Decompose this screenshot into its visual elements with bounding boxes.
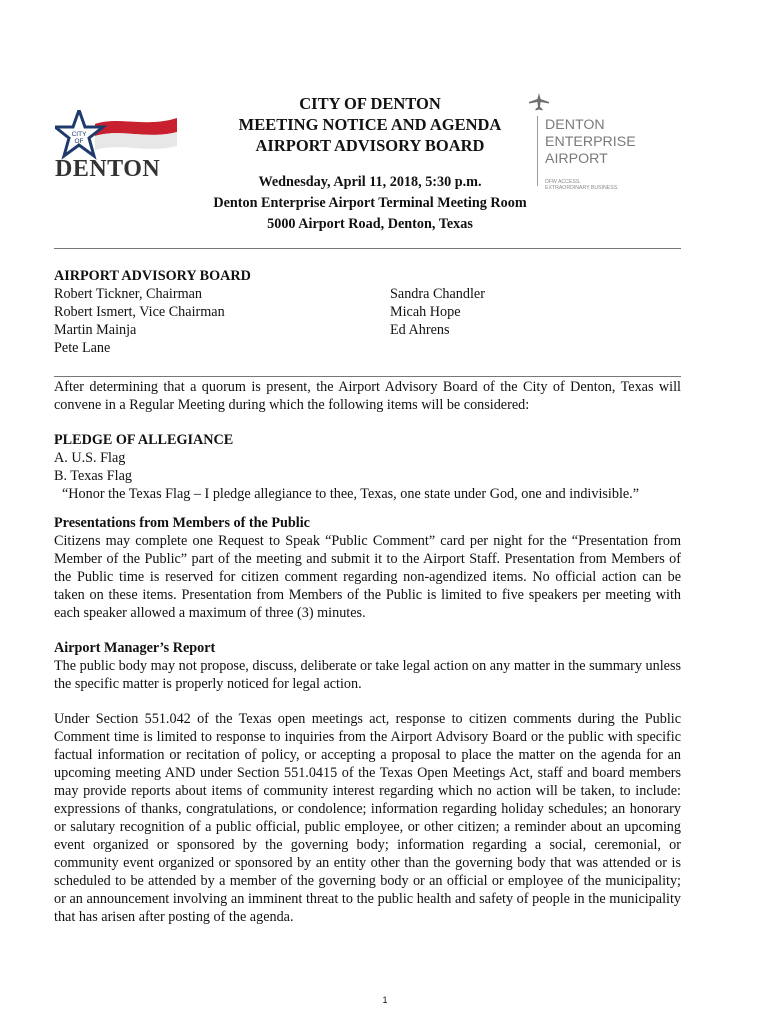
- tagline-line-1: DFW ACCESS.: [545, 179, 581, 185]
- document-title: [200, 93, 540, 156]
- title-line-board: AIRPORT ADVISORY BOARD: [255, 136, 485, 155]
- board-right-column: [390, 285, 485, 339]
- manager-text: The public body may not propose, discuss, deliberate or take legal action on any matter in the summary unless the specific matter is properly noticed for legal action.: [54, 658, 681, 692]
- pledge-heading: PLEDGE OF ALLEGIANCE: [54, 432, 234, 448]
- member-left-2: Robert Ismert, Vice Chairman: [54, 304, 225, 320]
- title-line-meeting: MEETING NOTICE AND AGENDA: [238, 115, 502, 134]
- airplane-icon: [529, 93, 549, 111]
- page-number: 1: [382, 995, 388, 1005]
- airport-line-2: ENTERPRISE: [545, 134, 636, 150]
- board-divider: [54, 376, 681, 377]
- airport-wordmark: [545, 117, 636, 168]
- of-small-label: OF: [74, 138, 84, 145]
- pledge-item-a: A. U.S. Flag: [54, 450, 126, 466]
- meeting-info: [185, 172, 555, 235]
- tagline-line-2: EXTRAORDINARY BUSINESS.: [545, 185, 619, 191]
- presentations-text: Citizens may complete one Request to Speak “Public Comment” card per night for the “Presentation from Member of the Public” part of the meeting and submit it to the Airport Staff. Presentation from Members of the Public time is reserved for citizen comment regarding non-agendized items. No official action can be taken on these items. Presentation from Members of the Public is limited to five speakers per meeting with each speaker allowed a maximum of three (3) minutes.: [54, 533, 681, 621]
- pledge-quote: “Honor the Texas Flag – I pledge allegiance to thee, Texas, one state under God, one and indivisible.”: [62, 486, 640, 502]
- open-meetings-paragraph: Under Section 551.042 of the Texas open meetings act, response to citizen comments during the Public Comment time is limited to response to inquiries from the Airport Advisory Board or the public with specific factual information or recitation of policy, or accepting a proposal to place the matter on the agenda for an upcoming meeting AND under Section 551.0415 of the Texas Open Meetings Act, staff and board members may provide reports about items of community interest regarding which no action will be taken, to include: expressions of thanks, congratulations, or condolence; information regarding holiday schedules; an honorary or salutary recognition of a public official, public employee, or other citizen; a reminder about an upcoming event organized or sponsored by the governing body; information regarding a social, ceremonial, or community event organized or sponsored by an entity other than the governing body that was attended or is scheduled to be attended by a member of the governing body or an official or employee of the municipality; or an announcement involving an imminent threat to the public health and safety of people in the municipality that has arisen after posting of the agenda.: [54, 711, 681, 925]
- meeting-date: Wednesday, April 11, 2018, 5:30 p.m.: [258, 174, 482, 190]
- member-left-4: Pete Lane: [54, 340, 111, 356]
- title-line-city: CITY OF DENTON: [299, 94, 441, 113]
- member-left-3: Martin Mainja: [54, 322, 137, 338]
- member-right-3: Ed Ahrens: [390, 322, 450, 338]
- presentations-heading: Presentations from Members of the Public: [54, 515, 310, 531]
- header-divider: [54, 248, 681, 249]
- airport-line-1: DENTON: [545, 117, 605, 133]
- denton-wordmark: DENTON: [55, 156, 161, 182]
- board-members: [54, 267, 681, 357]
- pledge-item-b: B. Texas Flag: [54, 468, 132, 484]
- meeting-location: Denton Enterprise Airport Terminal Meeting Room: [213, 195, 527, 211]
- pledge-section: [54, 431, 681, 503]
- city-of-denton-logo: [55, 110, 183, 182]
- airport-line-3: AIRPORT: [545, 151, 608, 167]
- presentations-section: [54, 514, 681, 622]
- board-heading: AIRPORT ADVISORY BOARD: [54, 268, 251, 284]
- star-flag-icon: [55, 110, 183, 160]
- member-right-2: Micah Hope: [390, 304, 461, 320]
- meeting-address: 5000 Airport Road, Denton, Texas: [267, 216, 473, 232]
- city-small-label: CITY: [71, 131, 87, 138]
- member-right-1: Sandra Chandler: [390, 286, 485, 302]
- airport-tagline: [545, 179, 619, 191]
- member-left-1: Robert Tickner, Chairman: [54, 286, 202, 302]
- intro-paragraph: After determining that a quorum is present, the Airport Advisory Board of the City of Denton, Texas will convene in a Regular Meeting during which the following items will be considered:: [54, 379, 681, 413]
- manager-section: [54, 639, 681, 693]
- manager-heading: Airport Manager’s Report: [54, 640, 216, 656]
